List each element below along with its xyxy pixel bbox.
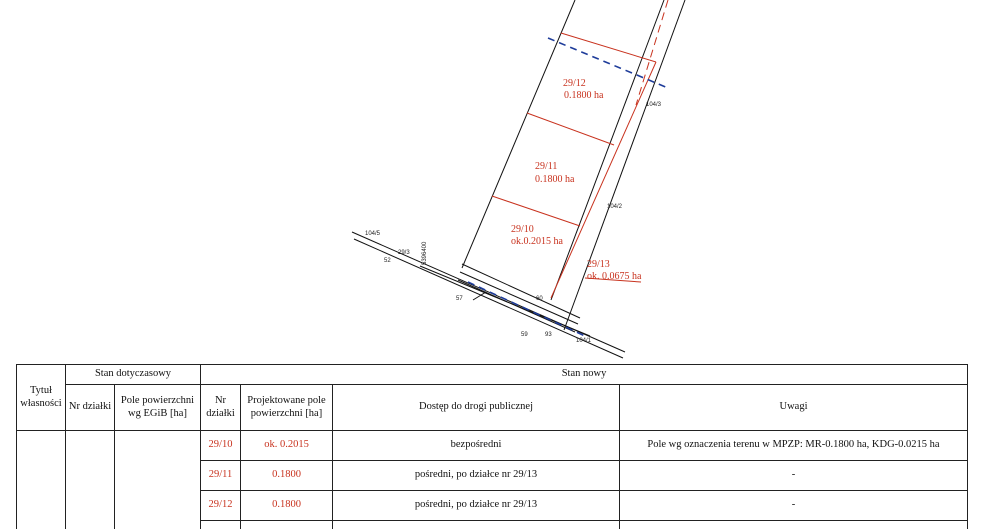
label-52: 52: [384, 258, 391, 264]
coordinate-label: 5396400: [422, 241, 428, 265]
row-area: 0.1800: [241, 491, 333, 521]
row-access: pośredni, po działce nr 29/13: [333, 461, 620, 491]
header-existing-area: Pole powierzchni wg EGiB [ha]: [115, 385, 201, 431]
label-60: 60: [536, 296, 543, 302]
road-line-5: [460, 272, 578, 324]
header-notes: Uwagi: [620, 385, 968, 431]
row-notes-empty: [620, 521, 968, 529]
parcel-29-11-area: 0.1800 ha: [535, 174, 575, 185]
header-projected-area: Projektowane pole powierzchni [ha]: [241, 385, 333, 431]
parcel-29-10-area: ok.0.2015 ha: [511, 236, 563, 247]
parcel-29-10-label: 29/10: [511, 224, 534, 235]
label-104-2: 104/2: [607, 204, 623, 210]
header-title: Tytuł własności: [17, 365, 66, 431]
row-area: ok. 0.2015: [241, 431, 333, 461]
parcel-division-11: [527, 113, 614, 145]
row-nr-empty: [201, 521, 241, 529]
row-access: bezpośredni: [333, 431, 620, 461]
label-104-5: 104/5: [365, 231, 381, 237]
title-cell: [17, 431, 66, 529]
header-access: Dostęp do drogi publicznej: [333, 385, 620, 431]
label-93: 93: [545, 332, 552, 338]
row-access-empty: [333, 521, 620, 529]
row-access: pośredni, po działce nr 29/13: [333, 491, 620, 521]
parcel-29-11-label: 29/11: [535, 161, 558, 172]
row-nr: 29/12: [201, 491, 241, 521]
strip-right-edge: [551, 0, 664, 300]
label-104-1: 104/1: [576, 338, 592, 344]
row-area-empty: [241, 521, 333, 529]
parcel-division-10: [492, 196, 580, 226]
header-existing-group: Stan dotyczasowy: [66, 365, 201, 385]
row-nr: 29/11: [201, 461, 241, 491]
parcel-division-12: [561, 33, 656, 62]
parcel-29-12-area: 0.1800 ha: [564, 90, 604, 101]
header-existing-nr: Nr działki: [66, 385, 115, 431]
blue-dashed-line-bottom: [468, 282, 585, 336]
parcel-29-13-label: 29/13: [587, 259, 610, 270]
parcel-29-13-area: ok. 0.0675 ha: [587, 271, 642, 282]
row-notes: -: [620, 491, 968, 521]
label-57: 57: [456, 296, 463, 302]
label-59: 59: [521, 332, 528, 338]
parcel-table: [16, 364, 968, 529]
existing-area-cell: [115, 431, 201, 529]
row-nr: 29/10: [201, 431, 241, 461]
label-104-3: 104/3: [646, 102, 662, 108]
label-29-3: 29/3: [398, 250, 410, 256]
header-new-group: Stan nowy: [201, 365, 968, 385]
header-new-nr: Nr działki: [201, 385, 241, 431]
table-row: [17, 431, 968, 461]
parcel-29-12-label: 29/12: [563, 78, 586, 89]
row-area: 0.1800: [241, 461, 333, 491]
row-notes: -: [620, 461, 968, 491]
row-notes: Pole wg oznaczenia terenu w MPZP: MR-0.1800 ha, KDG-0.0215 ha: [620, 431, 968, 461]
road-line-6: [458, 280, 575, 332]
existing-nr-cell: [66, 431, 115, 529]
